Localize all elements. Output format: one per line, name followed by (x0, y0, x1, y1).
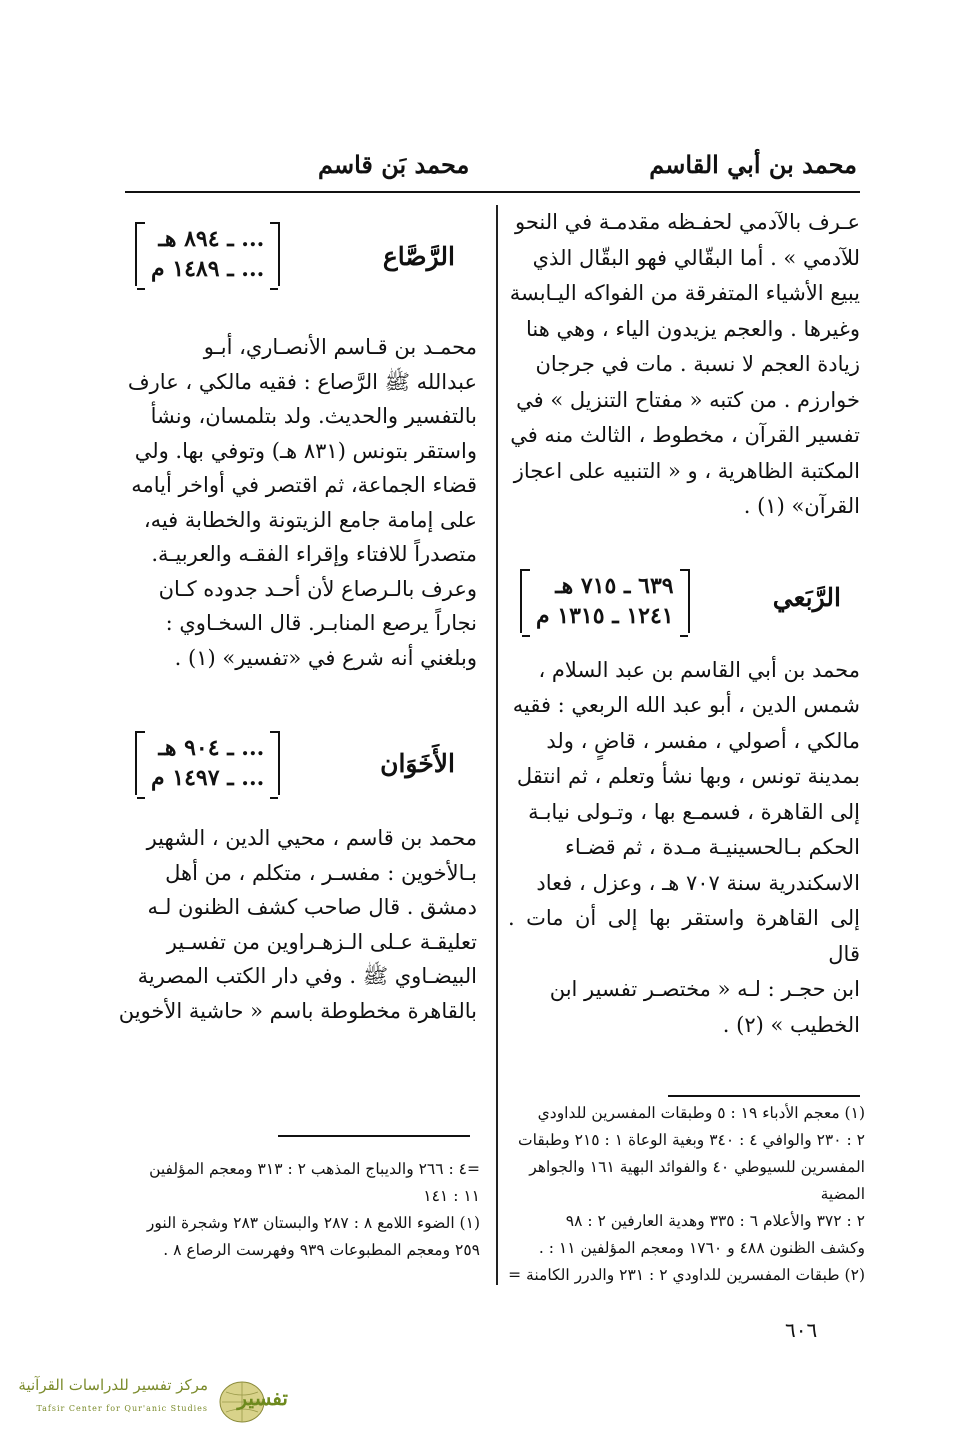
text-line: الحكم بـالحسينيـة مـدة ، ثم قضـاء (565, 835, 860, 859)
text-line: وبلغني أنه شرع في «تفسير» (١) . (174, 645, 477, 670)
text-line: محمد بن أبي القاسم بن عبد السلام ، (538, 657, 860, 682)
footnote-line: ١١ : ١٤١ (423, 1187, 480, 1205)
footnotes-left (112, 1156, 480, 1264)
footnote-line: ٢ : ٣٧٢ والأعلام ٦ : ٣٣٥ وهدية العارفين ٢ : ٩٨ (565, 1212, 865, 1230)
footnotes-right (505, 1100, 865, 1289)
entry-header-rabai (508, 565, 866, 645)
left-column (115, 212, 485, 1028)
entry-body-rassaa (115, 330, 477, 675)
logo-mark (212, 1372, 290, 1428)
date-gregorian: ... ـ ١٤٨٩ م (151, 256, 265, 282)
text-line: بالتفسير والحديث. ولد بتلمسان، ونشأ (150, 404, 477, 428)
text-line: عـرف بالآدمي لحفـظه مقدمـة في النحو (514, 210, 860, 234)
entry-name: الرَّبَعي (772, 582, 841, 612)
text-line: على إمامة جامع الزيتونة والخطابة فيه، (143, 507, 477, 532)
entry-header-rassaa (115, 212, 485, 292)
text-line: دمشق . قال صاحب كشف الظنون لـه (147, 895, 477, 919)
text-line: القرآن» (١) . (743, 494, 860, 518)
running-head-left: محمد بَن قاسم (318, 150, 470, 179)
text-line: خوارزم . من كتبه « مفتاح التنزيل » في (516, 387, 860, 412)
text-line: مالكي ، أصولي ، مفسر ، قاضٍ ، ولد (546, 728, 860, 753)
text-line: بـالأخوين : مفسـر ، متكلم ، من أهل (165, 860, 477, 885)
text-line: متصدراً للافتاء وإقراء الفقـه والعربيـة. (151, 542, 477, 566)
logo-english-text: Tafsir Center for Qur'anic Studies (36, 1404, 208, 1413)
text-line: تعليقـة عـلى الـزهـراوين من تفسـير (166, 929, 477, 954)
footnote-rule-left (278, 1135, 470, 1137)
page-number: ٦٠٦ (785, 1318, 818, 1342)
date-hijri: ... ـ ٩٠٤ هـ (158, 735, 265, 761)
tafsir-center-logo (20, 1372, 290, 1428)
text-line: محمد بن قاسم ، محيي الدين ، الشهير (146, 826, 477, 850)
date-hijri: ... ـ ٨٩٤ هـ (158, 226, 265, 252)
text-line: الاسكندرية سنة ٧٠٧ هـ ، وعزل ، فعاد (536, 870, 860, 895)
text-line: ابن حجـر : لـه « مختصـر تفسير ابن (549, 977, 860, 1001)
text-line: إلى القاهرة ، فسمـع بها ، وتـولى نيابـة (528, 799, 860, 824)
logo-arabic-text: مركز تفسير للدراسات القرآنية (18, 1376, 208, 1394)
text-line: وعرف بالـرصاع لأن أحـد جدوده كـان (158, 576, 477, 601)
footnote-line: وكشف الظنون ٤٨٨ و ١٧٦٠ ومعجم المؤلفين ١١ : . (538, 1239, 865, 1257)
date-gregorian: ... ـ ١٤٩٧ م (151, 765, 265, 791)
text-line: للآدمي » . أما البقّالي فهو البقّال الذي (532, 245, 860, 270)
date-box (135, 222, 280, 286)
entry-body-akhawan (115, 821, 477, 1028)
header-rule (125, 191, 860, 193)
entry-body-rabai (508, 653, 860, 1044)
text-line: البيضـاوي ﷺ . وفي دار الكتب المصرية (137, 964, 477, 988)
text-line: محمـد بن قـاسم الأنصـاري، أبـو (203, 335, 477, 359)
text-line: إلى القاهرة واستقر بها إلى أن مات . قال (508, 906, 860, 966)
right-column (508, 205, 866, 1043)
footnote-line: ٢ : ٢٣٠ والوافي ٤ : ٣٤٠ وبغية الوعاة ١ : ٢١٥ وطبقات (518, 1131, 865, 1149)
text-line: بالقاهرة مخطوطة باسم « حاشية الأخوين (118, 998, 477, 1023)
text-line: زيادة العجم لا نسبة . مات في جرجان (535, 352, 860, 376)
text-line: يبيع الأشياء المتفرقة من الفواكه اليـابسة (509, 281, 860, 305)
date-box (135, 731, 280, 795)
footnote-rule-right (668, 1095, 860, 1097)
text-line: نجاراً يرصع المنابـر. قال السخـاوي : (165, 611, 477, 635)
entry-header-akhawan (115, 727, 485, 807)
date-hijri: ٦٣٩ ـ ٧١٥ هـ (555, 572, 674, 599)
text-line: شمس الدين ، أبو عبد الله الربعي : فقيه (512, 693, 860, 717)
text-line: المكتبة الظاهرية ، و « التنبيه على اعجاز (513, 458, 860, 483)
text-line: الخطيب » (٢) . (722, 1012, 860, 1037)
column-divider (496, 205, 498, 1285)
text-line: عبدالله ﷺ الرَّصاع : فقيه مالكي ، عارف (127, 369, 477, 394)
entry-name: الرَّصَّاع (382, 242, 455, 271)
date-gregorian: ١٢٤١ ـ ١٣١٥ م (536, 602, 674, 629)
text-line: تفسير القرآن ، مخطوط ، الثالث منه في (510, 423, 860, 447)
footnote-line: (٢) طبقات المفسرين للداودي ٢ : ٢٣١ والدرر الكامنة = (508, 1266, 865, 1284)
right-intro (508, 205, 860, 525)
footnote-line: =٤ : ٢٦٦ والديباج المذهب ٢ : ٣١٣ ومعجم المؤلفين (149, 1160, 480, 1178)
entry-name: الأَخَوَان (380, 749, 455, 778)
text-line: واستقر بتونس (٨٣١ هـ) وتوفي بها. ولي (134, 438, 477, 463)
text-line: وغيرها . والعجم يزيدون الياء ، وهي هنا (526, 316, 860, 341)
text-line: قضاء الجماعة، ثم اقتصر في أواخر أيامه (131, 473, 477, 497)
running-head-right: محمد بن أبي القاسم (649, 150, 857, 179)
footnote-line: (١) الضوء اللامع ٨ : ٢٨٧ والبستان ٢٨٣ وشجرة النور (146, 1214, 480, 1232)
logo-mark-text: تفسير (237, 1386, 288, 1410)
footnote-line: (١) معجم الأدباء ١٩ : ٥ وطبقات المفسرين للداودي (537, 1104, 865, 1122)
date-box (520, 569, 690, 633)
footnote-line: المفسرين للسيوطي ٤٠ والفوائد البهية ١٦١ والجواهر المضية (529, 1158, 865, 1203)
text-line: بمدينة تونس ، وبها نشأ وتعلم ، ثم انتقل (516, 764, 860, 788)
footnote-line: ٢٥٩ ومعجم المطبوعات ٩٣٩ وفهرست الرصاع ٨ . (163, 1241, 480, 1259)
